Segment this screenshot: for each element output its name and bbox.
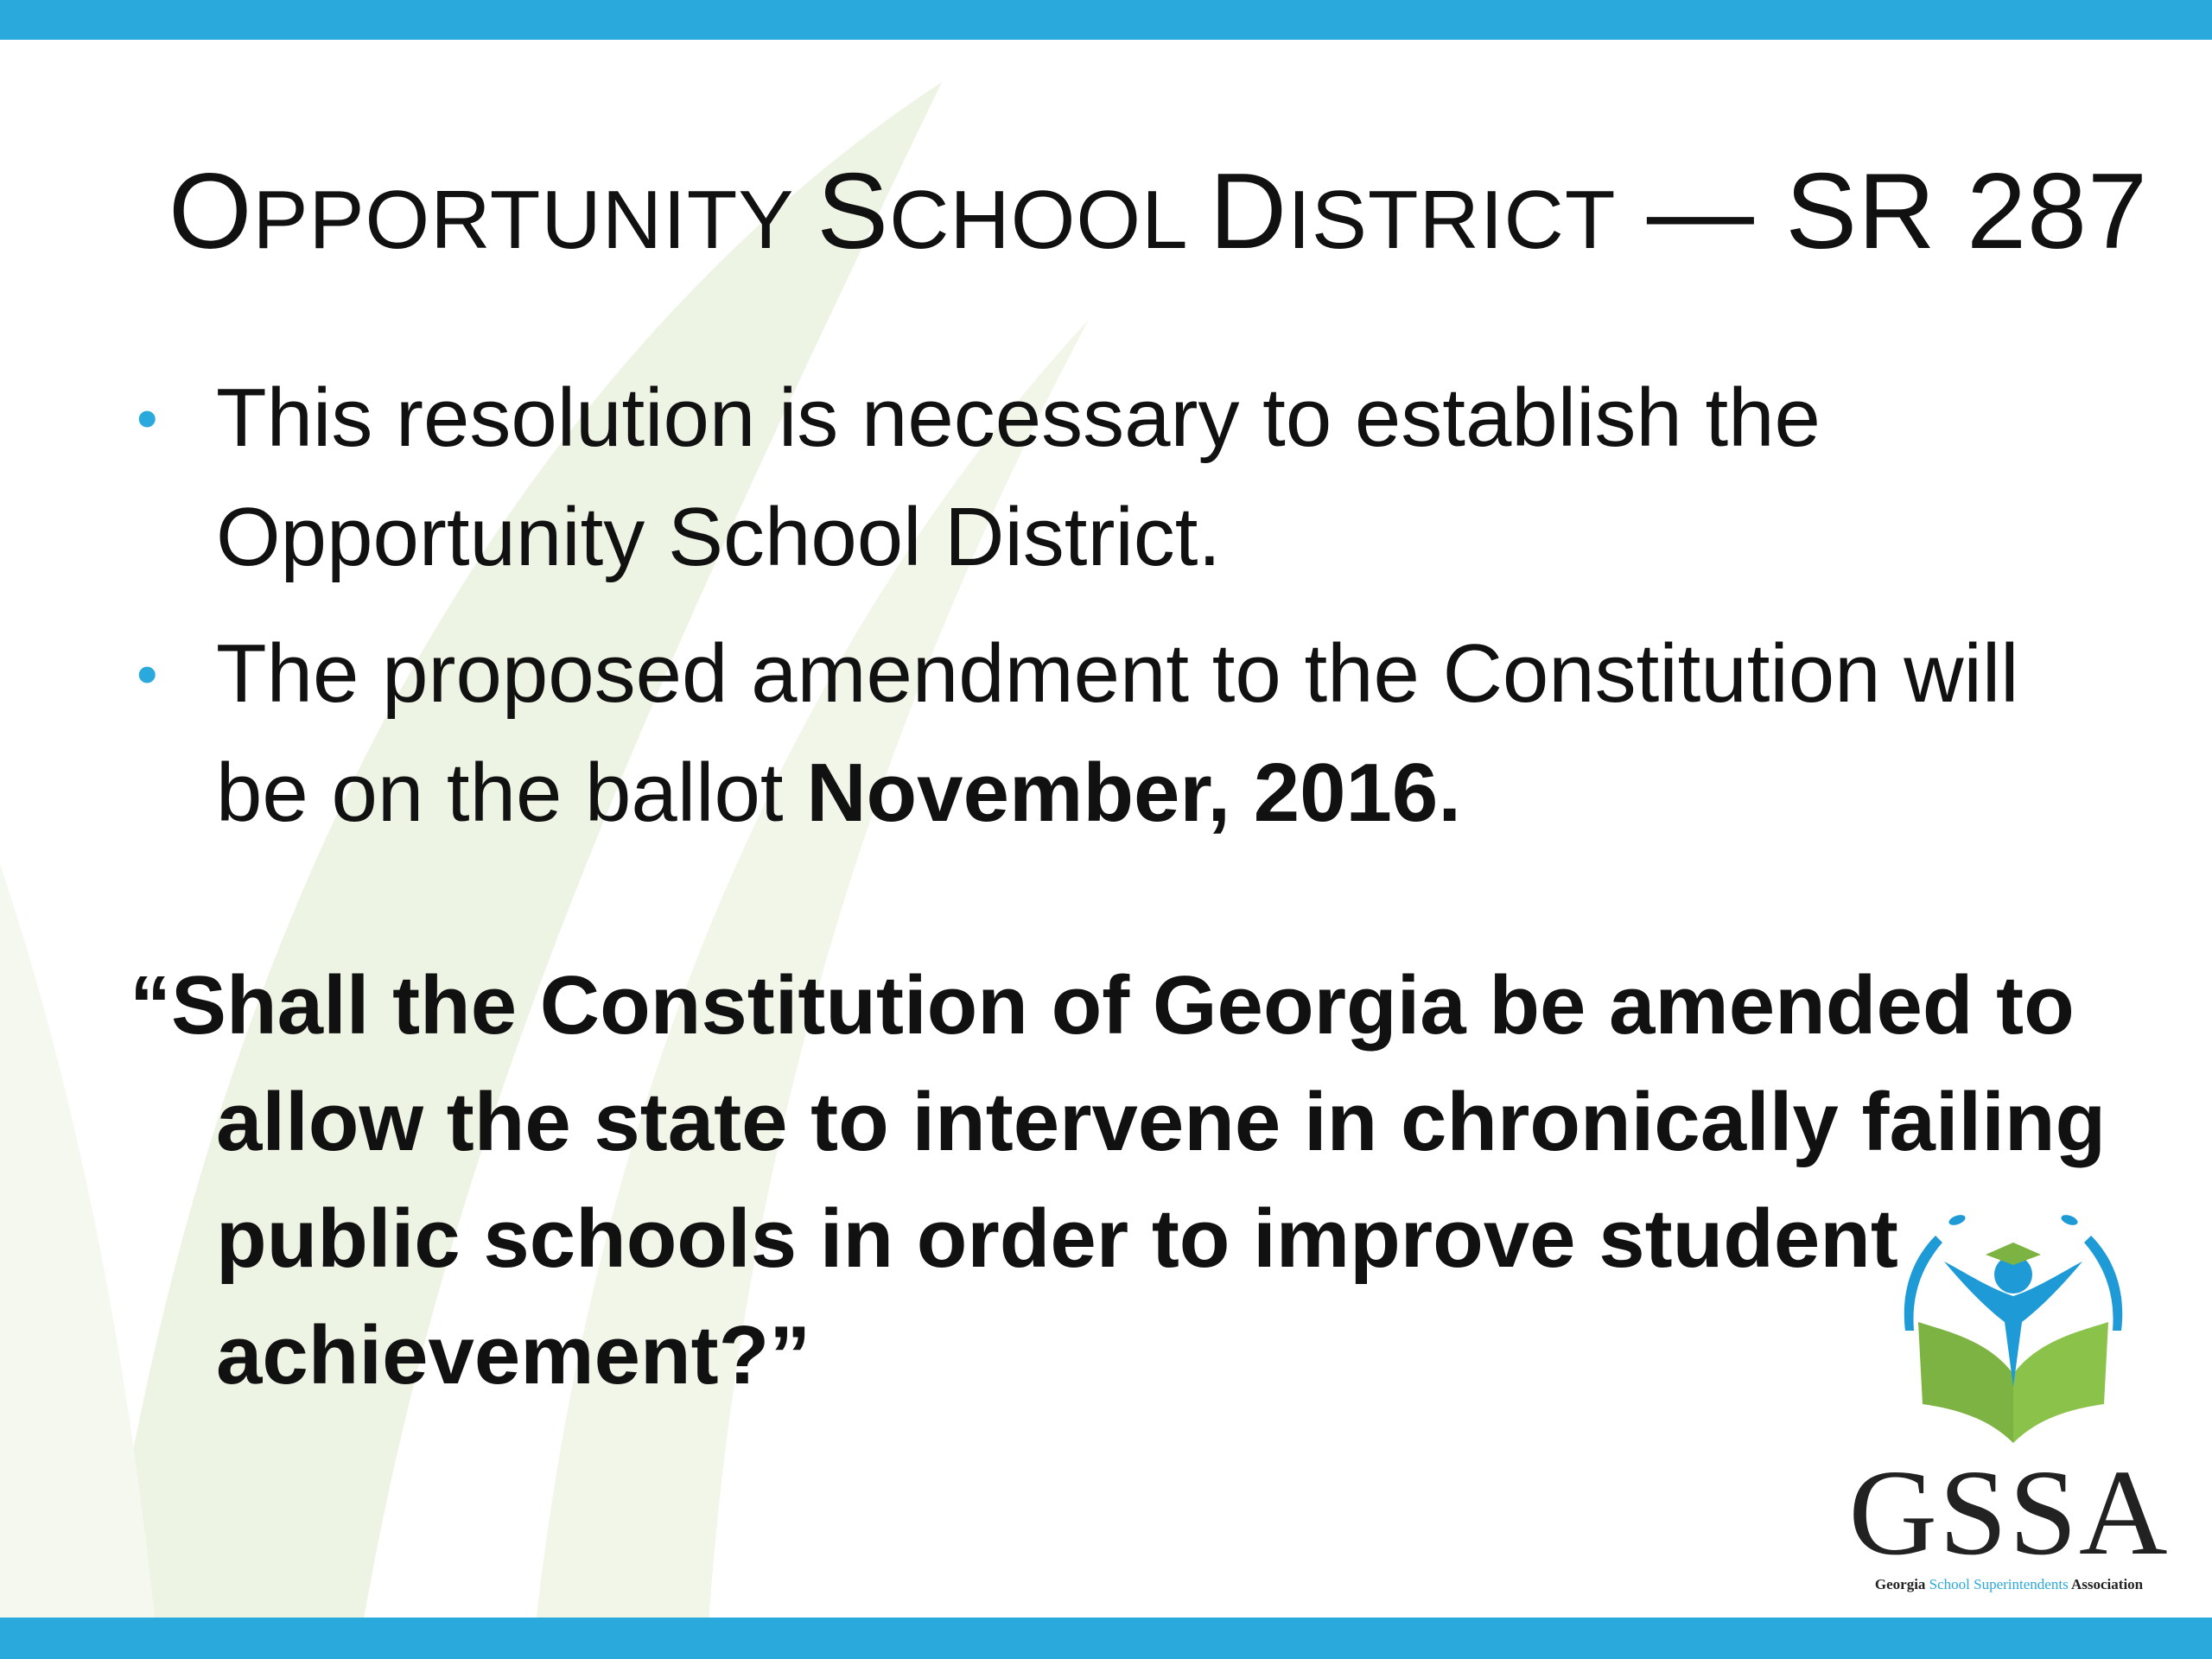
bullet-list	[130, 359, 2117, 870]
bullet-text: The proposed amendment to the Constitution will be on the ballot	[216, 627, 2019, 839]
top-accent-bar	[0, 0, 2212, 40]
bullet-dot-icon: •	[137, 385, 158, 452]
title-part: PPORTUNITY	[252, 174, 817, 266]
bullet-dot-icon: •	[137, 640, 158, 708]
bullet-bold-date: November, 2016.	[806, 747, 1461, 839]
ballot-question-quote: “Shall the Constitution of Georgia be amended to allow the state to intervene in chronically failing public schools in order to improve student achievement?”	[130, 959, 2107, 1402]
logo-subtitle	[1819, 1576, 2199, 1593]
logo-sub-right: Association	[2071, 1576, 2144, 1592]
logo-sub-left: Georgia	[1874, 1576, 1926, 1592]
bullet-item	[130, 614, 2117, 853]
logo-sub-mid: School Superintendents	[1929, 1576, 2069, 1592]
bullet-text: This resolution is necessary to establish the Opportunity School District.	[216, 372, 1821, 583]
gssa-logo	[1819, 1201, 2199, 1594]
title-part: D	[1209, 152, 1288, 271]
gssa-emblem-icon	[1884, 1201, 2143, 1452]
logo-acronym: GSSA	[1848, 1444, 2170, 1580]
title-part: CHOOL	[889, 174, 1210, 266]
title-part: ISTRICT	[1287, 174, 1617, 266]
slide-title	[168, 151, 2148, 281]
bullet-item	[130, 359, 2117, 597]
bottom-accent-bar	[0, 1618, 2212, 1659]
title-part: S	[817, 152, 890, 271]
title-part: O	[168, 152, 253, 271]
title-part: — SR 287	[1616, 152, 2148, 271]
